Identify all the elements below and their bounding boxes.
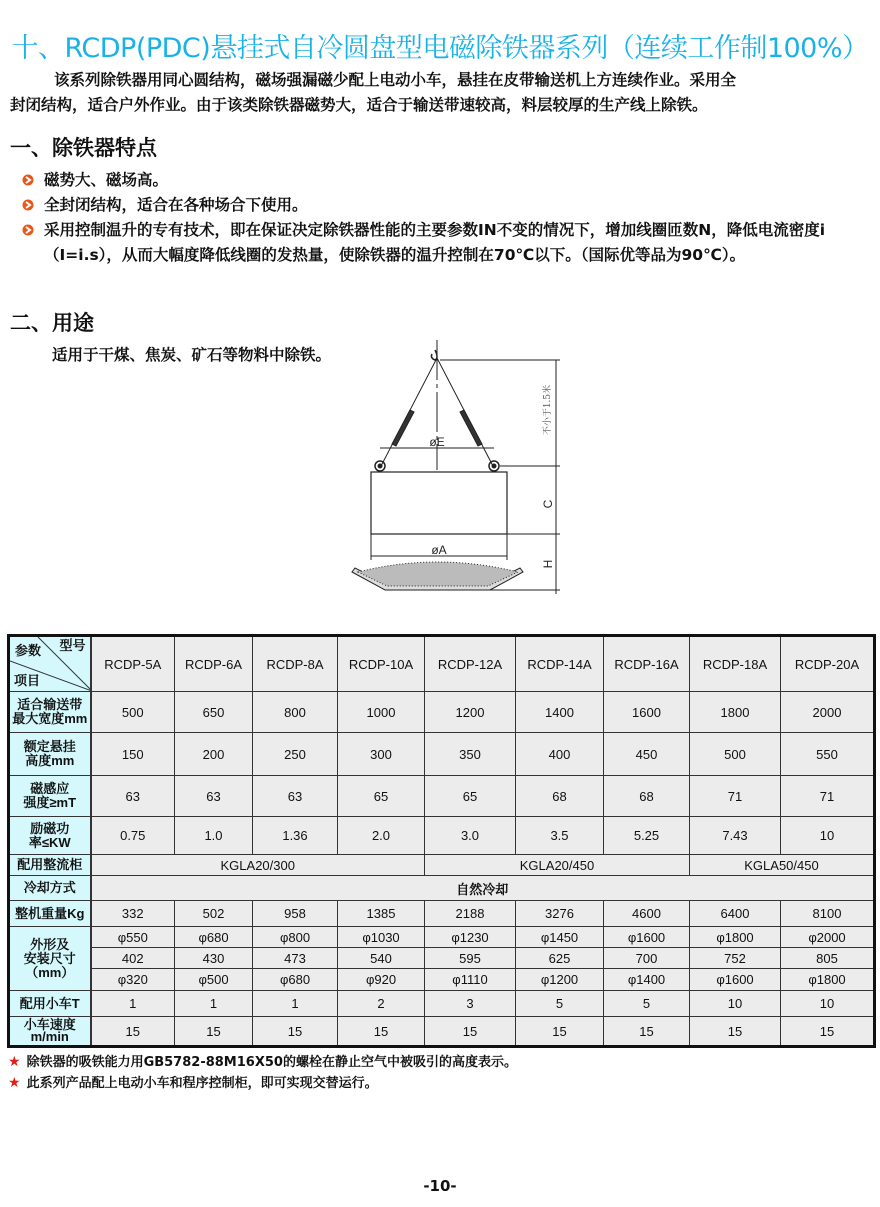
table-cell: 5: [604, 991, 690, 1017]
row-label: 整机重量Kg: [9, 901, 91, 927]
table-cell: 150: [91, 733, 175, 776]
corner-cell: [9, 636, 91, 692]
table-cell: 300: [338, 733, 425, 776]
table-cell: φ1030: [338, 927, 425, 948]
table-cell: 1385: [338, 901, 425, 927]
feature-text: 磁势大、磁场高。: [44, 171, 169, 189]
table-cell: 473: [253, 948, 338, 969]
model-header: RCDP-20A: [781, 636, 875, 692]
table-cell: 650: [175, 692, 253, 733]
row-label: 冷却方式: [9, 876, 91, 901]
table-cell: 752: [690, 948, 781, 969]
table-cell: 15: [516, 1017, 604, 1047]
table-cell: 1: [91, 991, 175, 1017]
feature-text: 采用控制温升的专有技术，即在保证决定除铁器性能的主要参数IN不变的情况下，增加线圈匝数N，降低电流密度i（I=i.s），从而大幅度降低线圈的发热量，使除铁器的温升控制在70℃以下。（国际优等品为90℃）。: [44, 221, 826, 264]
feature-item: [22, 193, 872, 218]
table-cell: φ680: [175, 927, 253, 948]
orange-arrow-bullet-icon: [22, 174, 34, 186]
red-star-icon: ★: [8, 1075, 21, 1091]
table-cell: 15: [91, 1017, 175, 1047]
table-cell: 5.25: [604, 817, 690, 855]
table-cell: 63: [253, 776, 338, 817]
table-row: [9, 817, 875, 855]
table-cell: φ500: [175, 969, 253, 991]
table-cell: φ550: [91, 927, 175, 948]
table-cell: 68: [604, 776, 690, 817]
table-cell: 550: [781, 733, 875, 776]
orange-arrow-bullet-icon: [22, 224, 34, 236]
table-row: [9, 927, 875, 948]
table-row: [9, 733, 875, 776]
table-cell: φ800: [253, 927, 338, 948]
table-row: [9, 901, 875, 927]
table-cell: 500: [690, 733, 781, 776]
table-header-row: [9, 636, 875, 692]
table-cell: 2000: [781, 692, 875, 733]
table-cell: 6400: [690, 901, 781, 927]
table-cell: 65: [425, 776, 516, 817]
table-cell: 400: [516, 733, 604, 776]
page-number: -10-: [423, 1177, 457, 1195]
row-label: 额定悬挂 高度mm: [9, 733, 91, 776]
table-cell: φ1800: [690, 927, 781, 948]
table-cell: 700: [604, 948, 690, 969]
table-cell: 430: [175, 948, 253, 969]
table-cell: 1: [175, 991, 253, 1017]
table-cell: φ1600: [690, 969, 781, 991]
table-cell: 2188: [425, 901, 516, 927]
table-cell: 540: [338, 948, 425, 969]
table-cell: 500: [91, 692, 175, 733]
table-cell: 8100: [781, 901, 875, 927]
cooling-value: 自然冷却: [91, 876, 875, 901]
table-cell: 3.5: [516, 817, 604, 855]
table-cell: φ920: [338, 969, 425, 991]
installation-diagram: [340, 340, 580, 610]
corner-item-label: 项目: [14, 673, 41, 688]
table-cell: 15: [425, 1017, 516, 1047]
table-cell: φ1110: [425, 969, 516, 991]
model-header: RCDP-10A: [338, 636, 425, 692]
rectifier-group: KGLA20/300: [91, 855, 425, 876]
table-cell: 800: [253, 692, 338, 733]
notes: [8, 1052, 517, 1094]
section-heading-features: 一、除铁器特点: [10, 136, 157, 160]
table-cell: 3: [425, 991, 516, 1017]
intro-paragraph: [10, 68, 872, 118]
feature-item: [22, 218, 872, 268]
magnet-body: [371, 472, 507, 534]
orange-arrow-bullet-icon: [22, 199, 34, 211]
red-star-icon: ★: [8, 1054, 21, 1070]
table-cell: 402: [91, 948, 175, 969]
table-cell: 1200: [425, 692, 516, 733]
dimension-label-c: C: [541, 499, 555, 509]
table-cell: 15: [175, 1017, 253, 1047]
table-cell: 15: [690, 1017, 781, 1047]
row-label: 励磁功 率≤KW: [9, 817, 91, 855]
row-label: 配用整流柜: [9, 855, 91, 876]
corner-model-label: 型号: [59, 638, 86, 653]
table-cell: φ1200: [516, 969, 604, 991]
table-cell: 958: [253, 901, 338, 927]
table-cell: 625: [516, 948, 604, 969]
dimension-label-a: øA: [431, 543, 447, 557]
feature-item: [22, 168, 872, 193]
table-row: [9, 948, 875, 969]
rectifier-group: KGLA20/450: [425, 855, 690, 876]
model-header: RCDP-5A: [91, 636, 175, 692]
table-cell: φ320: [91, 969, 175, 991]
table-cell: 502: [175, 901, 253, 927]
table-cell: 1000: [338, 692, 425, 733]
intro-line-2: 封闭结构，适合户外作业。由于该类除铁器磁势大，适合于输送带速较高，料层较厚的生产线上除铁。: [10, 96, 708, 114]
table-cell: 10: [781, 991, 875, 1017]
note-item: [8, 1073, 517, 1094]
table-cell: 15: [338, 1017, 425, 1047]
corner-param-label: 参数: [15, 643, 42, 658]
model-header: RCDP-18A: [690, 636, 781, 692]
table-cell: 71: [690, 776, 781, 817]
model-header: RCDP-8A: [253, 636, 338, 692]
hook-icon: [431, 350, 437, 360]
table-row: [9, 1017, 875, 1047]
table-cell: φ2000: [781, 927, 875, 948]
table-cell: 200: [175, 733, 253, 776]
usage-text: 适用于干煤、焦炭、矿石等物料中除铁。: [52, 346, 332, 364]
table-cell: 595: [425, 948, 516, 969]
row-label: 磁感应 强度≥mT: [9, 776, 91, 817]
table-cell: 1: [253, 991, 338, 1017]
model-header: RCDP-14A: [516, 636, 604, 692]
table-cell: 450: [604, 733, 690, 776]
table-cell: 2.0: [338, 817, 425, 855]
table-cell: φ1400: [604, 969, 690, 991]
table-cell: 15: [604, 1017, 690, 1047]
table-row: [9, 692, 875, 733]
model-header: RCDP-16A: [604, 636, 690, 692]
table-cell: 1400: [516, 692, 604, 733]
table-cell: 332: [91, 901, 175, 927]
table-cell: 1.36: [253, 817, 338, 855]
table-cell: φ1450: [516, 927, 604, 948]
table-cell: 2: [338, 991, 425, 1017]
dimension-label-e: øE: [429, 435, 445, 449]
table-cell: 15: [253, 1017, 338, 1047]
table-cell: 68: [516, 776, 604, 817]
table-cell: φ1600: [604, 927, 690, 948]
table-cell: 1600: [604, 692, 690, 733]
table-cell: 65: [338, 776, 425, 817]
turnbuckle-left: [392, 410, 414, 446]
feature-text: 全封闭结构，适合在各种场合下使用。: [44, 196, 308, 214]
table-cell: 805: [781, 948, 875, 969]
table-cell: φ680: [253, 969, 338, 991]
table-row-cooling: [9, 876, 875, 901]
table-cell: φ1800: [781, 969, 875, 991]
table-cell: 3276: [516, 901, 604, 927]
table-cell: 250: [253, 733, 338, 776]
table-cell: 10: [781, 817, 875, 855]
page-title: 十、RCDP(PDC)悬挂式自冷圆盘型电磁除铁器系列（连续工作制100%）: [11, 33, 869, 64]
note-text: 除铁器的吸铁能力用GB5782-88M16X50的螺栓在静止空气中被吸引的高度表示。: [26, 1055, 517, 1070]
table-cell: 7.43: [690, 817, 781, 855]
table-row: [9, 776, 875, 817]
model-header: RCDP-6A: [175, 636, 253, 692]
rectifier-group: KGLA50/450: [690, 855, 875, 876]
table-row-rectifier: [9, 855, 875, 876]
table-cell: 4600: [604, 901, 690, 927]
note-item: [8, 1052, 517, 1073]
row-label: 小车速度 m/min: [9, 1017, 91, 1047]
row-label: 外形及 安装尺寸 （mm）: [9, 927, 91, 991]
intro-line-1: 该系列除铁器用同心圆结构，磁场强漏磁少配上电动小车，悬挂在皮带输送机上方连续作业。采用全: [54, 71, 737, 89]
table-row: [9, 991, 875, 1017]
feature-list: [22, 168, 872, 268]
table-cell: 3.0: [425, 817, 516, 855]
table-cell: 63: [175, 776, 253, 817]
dimension-label-h: H: [541, 559, 555, 569]
note-text: 此系列产品配上电动小车和程序控制柜，即可实现交替运行。: [26, 1076, 378, 1091]
table-cell: 1800: [690, 692, 781, 733]
table-cell: 15: [781, 1017, 875, 1047]
table-cell: 71: [781, 776, 875, 817]
turnbuckle-right: [460, 410, 482, 446]
section-heading-usage: 二、用途: [10, 311, 94, 335]
table-cell: 0.75: [91, 817, 175, 855]
table-cell: 5: [516, 991, 604, 1017]
dimension-label-height: 不小于1.5米: [543, 384, 553, 436]
row-label: 配用小车T: [9, 991, 91, 1017]
table-cell: 350: [425, 733, 516, 776]
table-cell: 10: [690, 991, 781, 1017]
row-label: 适合输送带 最大宽度mm: [9, 692, 91, 733]
table-cell: 1.0: [175, 817, 253, 855]
table-row: [9, 969, 875, 991]
spec-table: [7, 634, 876, 1048]
table-cell: φ1230: [425, 927, 516, 948]
table-cell: 63: [91, 776, 175, 817]
model-header: RCDP-12A: [425, 636, 516, 692]
